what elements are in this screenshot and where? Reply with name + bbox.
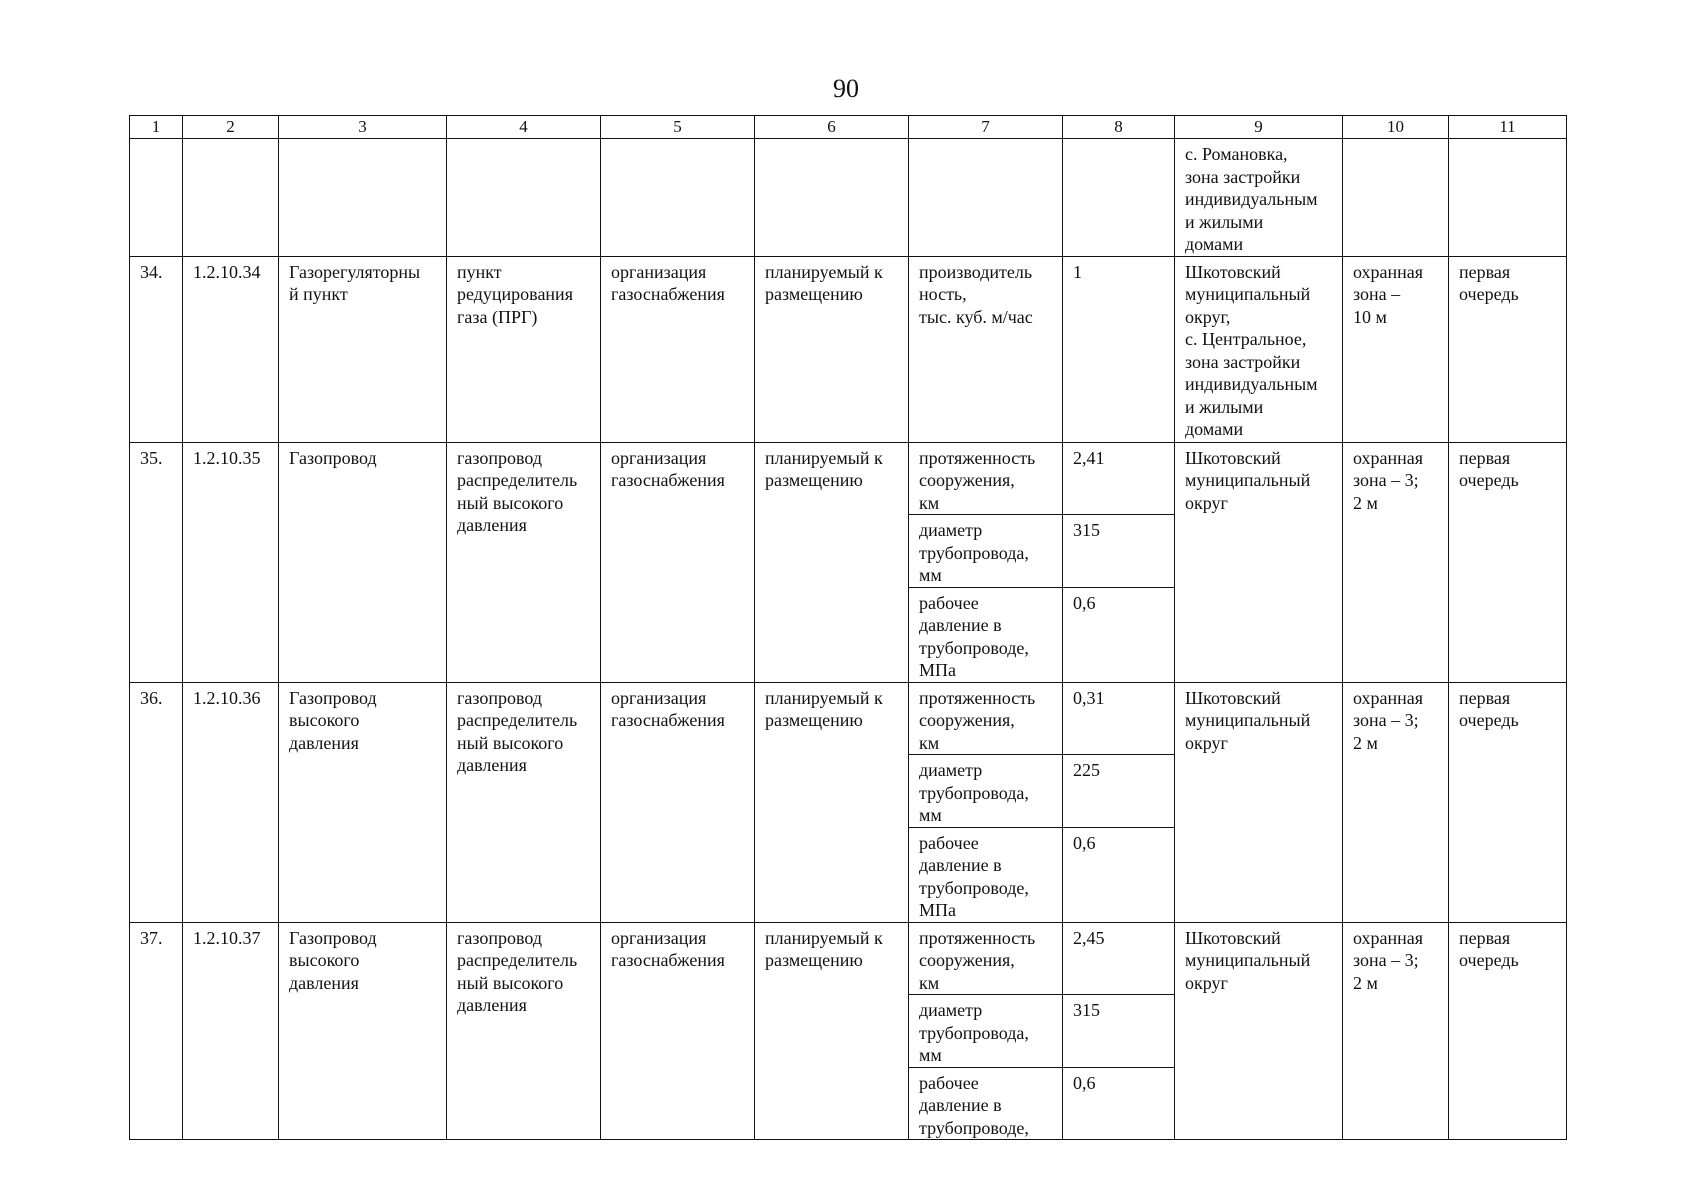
text-line: Газопровод [289, 447, 377, 468]
row-number-cell: 37. [130, 922, 183, 1140]
object-name-cell [279, 256, 447, 442]
text-line: Шкотовский [1185, 927, 1281, 948]
text-line: первая [1459, 261, 1511, 282]
text-line: округ [1185, 492, 1228, 513]
empty-cell [601, 139, 755, 257]
text-line: зона застройки [1185, 166, 1301, 187]
table-row [130, 922, 1567, 995]
text-line: Газопровод [289, 927, 377, 948]
text-line: трубопровода, [919, 782, 1029, 803]
text-line: газоснабжения [611, 950, 725, 970]
column-number-row [130, 116, 1567, 139]
text-line: высокого [289, 710, 360, 730]
text-line: давления [457, 995, 527, 1015]
organization-cell [601, 256, 755, 442]
text-line: 10 м [1353, 306, 1387, 327]
text-line: диаметр [919, 1000, 983, 1020]
text-line: муниципальный [1185, 950, 1311, 970]
text-line: Шкотовский [1185, 261, 1281, 282]
text-line: распределитель [457, 950, 578, 970]
text-line: округ [1185, 972, 1228, 993]
status-cell [755, 442, 909, 682]
text-line: очередь [1459, 284, 1519, 304]
text-line: размещению [765, 710, 863, 730]
object-purpose-cell [447, 442, 601, 682]
text-line: ный высокого [457, 732, 564, 753]
text-line: зона – [1353, 284, 1401, 304]
text-line: ность, [919, 284, 967, 304]
text-line: МПа [919, 900, 956, 920]
object-code-cell: 1.2.10.37 [183, 922, 279, 1140]
text-line: очередь [1459, 470, 1519, 490]
protection-zone-cell [1343, 442, 1449, 682]
text-line: трубопроводе, [919, 1117, 1029, 1138]
location-cell [1175, 682, 1343, 922]
parameter-value-cell: 1 [1063, 256, 1175, 442]
empty-cell [755, 139, 909, 257]
text-line: газопровод [457, 687, 543, 708]
text-line: зона застройки [1185, 351, 1301, 372]
object-code-cell: 1.2.10.36 [183, 682, 279, 922]
text-line: с. Романовка, [1185, 144, 1288, 164]
text-line: первая [1459, 447, 1511, 468]
text-line: охранная [1353, 447, 1424, 468]
text-line: рабочее [919, 592, 979, 613]
page-number: 90 [833, 74, 859, 103]
text-line: первая [1459, 687, 1511, 708]
parameter-name-cell [909, 1067, 1063, 1140]
parameter-name-cell [909, 515, 1063, 588]
parameter-name-cell [909, 256, 1063, 442]
text-line: и жилыми [1185, 211, 1264, 232]
protection-zone-cell [1343, 256, 1449, 442]
text-line: организация [611, 687, 707, 708]
text-line: размещению [765, 470, 863, 490]
parameter-name-cell [909, 682, 1063, 755]
text-line: муниципальный [1185, 284, 1311, 304]
text-line: давление в [919, 855, 1002, 875]
text-line: Шкотовский [1185, 447, 1281, 468]
text-line: тыс. куб. м/час [919, 306, 1033, 327]
table-row [130, 256, 1567, 442]
objects-table [129, 115, 1567, 1140]
text-line: давление в [919, 615, 1002, 635]
object-code-cell: 1.2.10.35 [183, 442, 279, 682]
text-line: газопровод [457, 927, 543, 948]
text-line: индивидуальным [1185, 374, 1318, 394]
text-line: газоснабжения [611, 284, 725, 304]
text-line: муниципальный [1185, 470, 1311, 490]
column-header: 9 [1175, 116, 1343, 139]
text-line: км [919, 492, 940, 513]
text-line: 2 м [1353, 492, 1378, 513]
table-row [130, 682, 1567, 755]
column-header: 1 [130, 116, 183, 139]
location-cell [1175, 442, 1343, 682]
protection-zone-cell [1343, 682, 1449, 922]
empty-cell [183, 139, 279, 257]
text-line: сооружения, [919, 470, 1015, 490]
text-line: протяженность [919, 687, 1036, 708]
column-header: 5 [601, 116, 755, 139]
text-line: с. Центральное, [1185, 329, 1307, 349]
object-name-cell [279, 922, 447, 1140]
column-header: 8 [1063, 116, 1175, 139]
object-code-cell: 1.2.10.34 [183, 256, 279, 442]
text-line: Шкотовский [1185, 687, 1281, 708]
text-line: зона – 3; [1353, 710, 1419, 730]
text-line: мм [919, 1045, 942, 1065]
text-line: муниципальный [1185, 710, 1311, 730]
protection-zone-cell [1343, 922, 1449, 1140]
text-line: ный высокого [457, 972, 564, 993]
object-purpose-cell [447, 922, 601, 1140]
queue-cell [1449, 256, 1567, 442]
empty-cell [447, 139, 601, 257]
parameter-name-cell [909, 442, 1063, 515]
text-line: организация [611, 447, 707, 468]
text-line: организация [611, 927, 707, 948]
text-line: Газопровод [289, 687, 377, 708]
text-line: зона – 3; [1353, 470, 1419, 490]
text-line: трубопроводе, [919, 877, 1029, 898]
text-line: планируемый к [765, 261, 883, 282]
parameter-value-cell: 315 [1063, 515, 1175, 588]
text-line: домами [1185, 234, 1244, 254]
text-line: протяженность [919, 927, 1036, 948]
text-line: планируемый к [765, 447, 883, 468]
text-line: км [919, 972, 940, 993]
organization-cell [601, 682, 755, 922]
text-line: й пункт [289, 284, 348, 304]
text-line: планируемый к [765, 687, 883, 708]
text-line: давление в [919, 1095, 1002, 1115]
queue-cell [1449, 442, 1567, 682]
column-header: 4 [447, 116, 601, 139]
text-line: мм [919, 565, 942, 585]
text-line: рабочее [919, 1072, 979, 1093]
text-line: планируемый к [765, 927, 883, 948]
text-line: редуцирования [457, 284, 573, 304]
parameter-value-cell: 0,31 [1063, 682, 1175, 755]
column-header: 10 [1343, 116, 1449, 139]
text-line: распределитель [457, 710, 578, 730]
text-line: 2 м [1353, 972, 1378, 993]
parameter-value-cell: 2,45 [1063, 922, 1175, 995]
text-line: зона – 3; [1353, 950, 1419, 970]
status-cell [755, 256, 909, 442]
queue-cell [1449, 682, 1567, 922]
column-header: 2 [183, 116, 279, 139]
text-line: давления [289, 732, 359, 753]
parameter-value-cell: 225 [1063, 755, 1175, 828]
text-line: давления [457, 515, 527, 535]
object-name-cell [279, 442, 447, 682]
object-name-cell [279, 682, 447, 922]
empty-cell [1063, 139, 1175, 257]
empty-cell [1449, 139, 1567, 257]
parameter-value-cell: 0,6 [1063, 827, 1175, 922]
text-line: очередь [1459, 950, 1519, 970]
text-line: рабочее [919, 832, 979, 853]
location-cell [1175, 139, 1343, 257]
text-line: охранная [1353, 261, 1424, 282]
parameter-name-cell [909, 587, 1063, 682]
continuation-row [130, 139, 1567, 257]
object-purpose-cell [447, 682, 601, 922]
row-number-cell: 35. [130, 442, 183, 682]
text-line: диаметр [919, 760, 983, 780]
text-line: газопровод [457, 447, 543, 468]
text-line: давления [289, 972, 359, 993]
column-header: 11 [1449, 116, 1567, 139]
text-line: протяженность [919, 447, 1036, 468]
text-line: Газорегуляторны [289, 261, 421, 282]
text-line: распределитель [457, 470, 578, 490]
empty-cell [279, 139, 447, 257]
column-header: 3 [279, 116, 447, 139]
text-line: охранная [1353, 927, 1424, 948]
text-line: газоснабжения [611, 470, 725, 490]
text-line: округ [1185, 732, 1228, 753]
queue-cell [1449, 922, 1567, 1140]
text-line: трубопровода, [919, 542, 1029, 563]
text-line: индивидуальным [1185, 189, 1318, 209]
parameter-name-cell [909, 755, 1063, 828]
text-line: сооружения, [919, 710, 1015, 730]
parameter-value-cell: 315 [1063, 995, 1175, 1068]
location-cell [1175, 256, 1343, 442]
text-line: округ, [1185, 306, 1231, 327]
text-line: охранная [1353, 687, 1424, 708]
status-cell [755, 922, 909, 1140]
text-line: 2 м [1353, 732, 1378, 753]
column-header: 7 [909, 116, 1063, 139]
text-line: пункт [457, 261, 502, 282]
empty-cell [1343, 139, 1449, 257]
text-line: и жилыми [1185, 396, 1264, 417]
row-number-cell: 36. [130, 682, 183, 922]
organization-cell [601, 922, 755, 1140]
location-cell [1175, 922, 1343, 1140]
text-line: км [919, 732, 940, 753]
text-line: очередь [1459, 710, 1519, 730]
organization-cell [601, 442, 755, 682]
row-number-cell: 34. [130, 256, 183, 442]
text-line: размещению [765, 950, 863, 970]
text-line: ный высокого [457, 492, 564, 513]
text-line: производитель [919, 261, 1033, 282]
parameter-name-cell [909, 922, 1063, 995]
parameter-value-cell: 2,41 [1063, 442, 1175, 515]
text-line: размещению [765, 284, 863, 304]
column-header: 6 [755, 116, 909, 139]
text-line: трубопровода, [919, 1022, 1029, 1043]
empty-cell [130, 139, 183, 257]
text-line: первая [1459, 927, 1511, 948]
object-purpose-cell [447, 256, 601, 442]
text-line: газоснабжения [611, 710, 725, 730]
text-line: высокого [289, 950, 360, 970]
text-line: газа (ПРГ) [457, 306, 538, 327]
text-line: давления [457, 755, 527, 775]
text-line: МПа [919, 660, 956, 680]
text-line: трубопроводе, [919, 637, 1029, 658]
empty-cell [909, 139, 1063, 257]
text-line: сооружения, [919, 950, 1015, 970]
table-row [130, 442, 1567, 515]
parameter-name-cell [909, 995, 1063, 1068]
parameter-name-cell [909, 827, 1063, 922]
status-cell [755, 682, 909, 922]
parameter-value-cell: 0,6 [1063, 587, 1175, 682]
parameter-value-cell: 0,6 [1063, 1067, 1175, 1140]
text-line: мм [919, 805, 942, 825]
text-line: диаметр [919, 520, 983, 540]
text-line: организация [611, 261, 707, 282]
text-line: домами [1185, 419, 1244, 439]
